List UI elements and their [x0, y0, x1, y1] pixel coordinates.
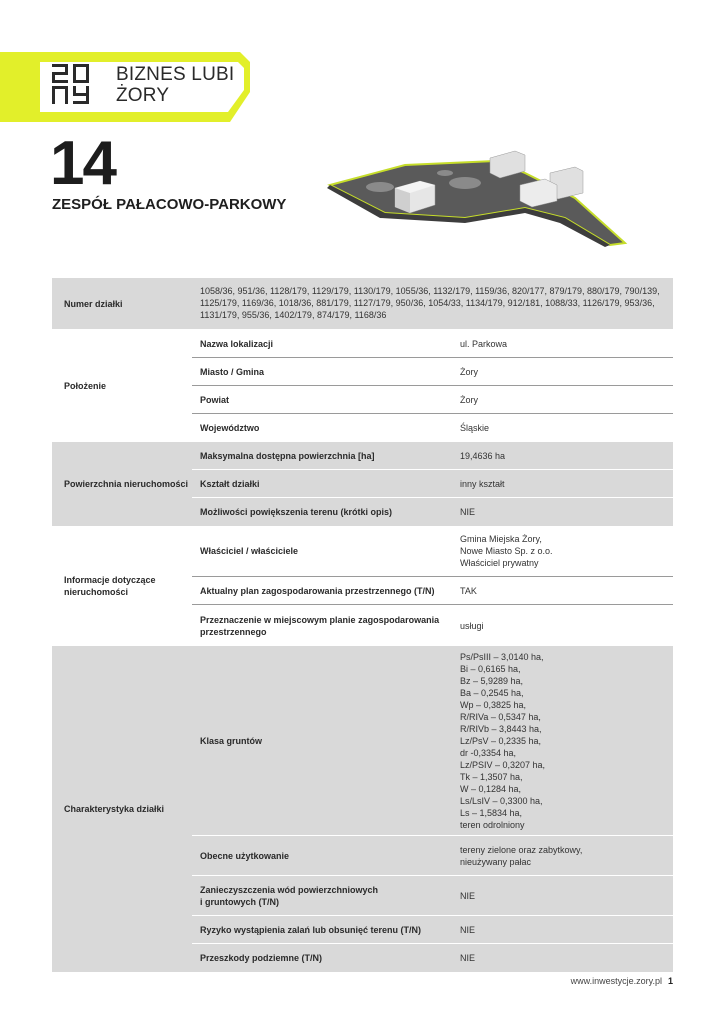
row-key: Miasto / Gmina: [200, 366, 265, 377]
property-table: [52, 278, 673, 972]
page-number: 14: [50, 129, 115, 198]
row-key: Ryzyko wystąpienia zalań lub obsunięć terenu (T/N): [200, 924, 422, 935]
brand-line-2: ŻORY: [116, 85, 170, 106]
row-value: NIE: [460, 507, 476, 517]
site-illustration: [325, 143, 630, 248]
row-value: Żory: [460, 394, 478, 405]
section-label-parcel: Numer działki: [64, 298, 123, 309]
section-info: [52, 526, 673, 646]
row-value: NIE: [460, 953, 476, 963]
table-row: [192, 605, 673, 646]
table-row: [192, 944, 673, 972]
row-value: Gmina Miejska Żory, Nowe Miasto Sp. z o.o. Właściciel prywatny: [460, 534, 553, 568]
table-row: [192, 498, 673, 526]
table-row: [192, 330, 673, 358]
section-location: [52, 330, 673, 442]
section-character: [52, 646, 673, 972]
row-value: TAK: [460, 585, 477, 596]
table-row: [192, 414, 673, 442]
row-value: NIE: [460, 890, 476, 901]
row-key: Przeszkody podziemne (T/N): [200, 953, 323, 963]
row-value: tereny zielone oraz zabytkowy, nieużywany pałac: [460, 844, 583, 867]
table-row: [192, 876, 673, 916]
table-row: [192, 916, 673, 944]
brand-name: [116, 64, 234, 106]
section-label-location: Położenie: [64, 381, 107, 391]
row-value: usługi: [460, 620, 484, 631]
table-row: [192, 386, 673, 414]
footer-url[interactable]: www.inwestycje.zory.pl: [570, 976, 662, 986]
footer: [571, 976, 673, 986]
zory-logo-icon: [52, 64, 90, 104]
row-key: Województwo: [200, 423, 260, 433]
table-row: [192, 526, 673, 577]
table-row: [192, 358, 673, 386]
parcel-numbers: 1058/36, 951/36, 1128/179, 1129/179, 1130/179, 1055/36, 1132/179, 1159/36, 820/177, 879/179, 880/179, 790/139, 1125/179, 1169/36, 1018/36, 881/179, 1127/179, 950/36, 1054/33, 1134/179, 912/181, 1088/33, 1126/179, 953/36, 1131/179, 955/36, 1402/179, 874/179, 1168/36: [200, 286, 660, 320]
brand-line-1: BIZNES LUBI: [116, 64, 235, 85]
row-key: Maksymalna dostępna powierzchnia [ha]: [200, 450, 375, 461]
row-key: Nazwa lokalizacji: [200, 338, 274, 349]
row-key: Klasa gruntów: [200, 735, 263, 746]
section-parcel: [52, 278, 673, 329]
row-key: Przeznaczenie w miejscowym planie zagospodarowania przestrzennego: [200, 614, 440, 637]
section-label-character: Charakterystyka działki: [64, 804, 165, 814]
row-value: Śląskie: [460, 423, 490, 433]
row-value: ul. Parkowa: [460, 338, 508, 349]
row-key: Powiat: [200, 394, 230, 405]
table-row: [192, 646, 673, 836]
table-row: [192, 470, 673, 498]
table-row: [192, 577, 673, 605]
row-key: Możliwości powiększenia terenu (krótki opis): [200, 507, 393, 517]
row-key: Kształt działki: [200, 478, 260, 489]
row-value: Ps/PsIII – 3,0140 ha, Bi – 0,6165 ha, Bz – 5,9289 ha, Ba – 0,2545 ha, Wp – 0,3825 ha, R/RIVa – 0,5347 ha, R/RIVb – 3,8443 ha, Lz/PsV – 0,2335 ha, dr -0,3354 ha, Lz/PSIV – 0,3207 ha, Tk – 1,3507 ha, W – 0,1284 ha, Ls/LsIV – 0,3300 ha, Ls – 1,5834 ha, teren odrolniony: [460, 651, 546, 830]
row-value: inny kształt: [460, 478, 505, 489]
page-title: ZESPÓŁ PAŁACOWO-PARKOWY: [52, 196, 287, 213]
section-label-area: Powierzchnia nieruchomości: [64, 479, 189, 489]
section-label-info: Informacje dotyczące nieruchomości: [64, 575, 156, 597]
row-key: Właściciel / właściciele: [200, 546, 299, 556]
section-area: [52, 442, 673, 526]
footer-page-number: 1: [667, 976, 673, 986]
row-value: Żory: [460, 366, 478, 377]
row-key: Aktualny plan zagospodarowania przestrzennego (T/N): [200, 585, 435, 596]
row-value: NIE: [460, 924, 476, 935]
table-row: [192, 836, 673, 876]
table-row: [192, 442, 673, 470]
row-key: Zanieczyszczenia wód powierzchniowych i gruntowych (T/N): [200, 884, 379, 907]
row-value: 19,4636 ha: [460, 450, 506, 461]
row-key: Obecne użytkowanie: [200, 850, 290, 861]
